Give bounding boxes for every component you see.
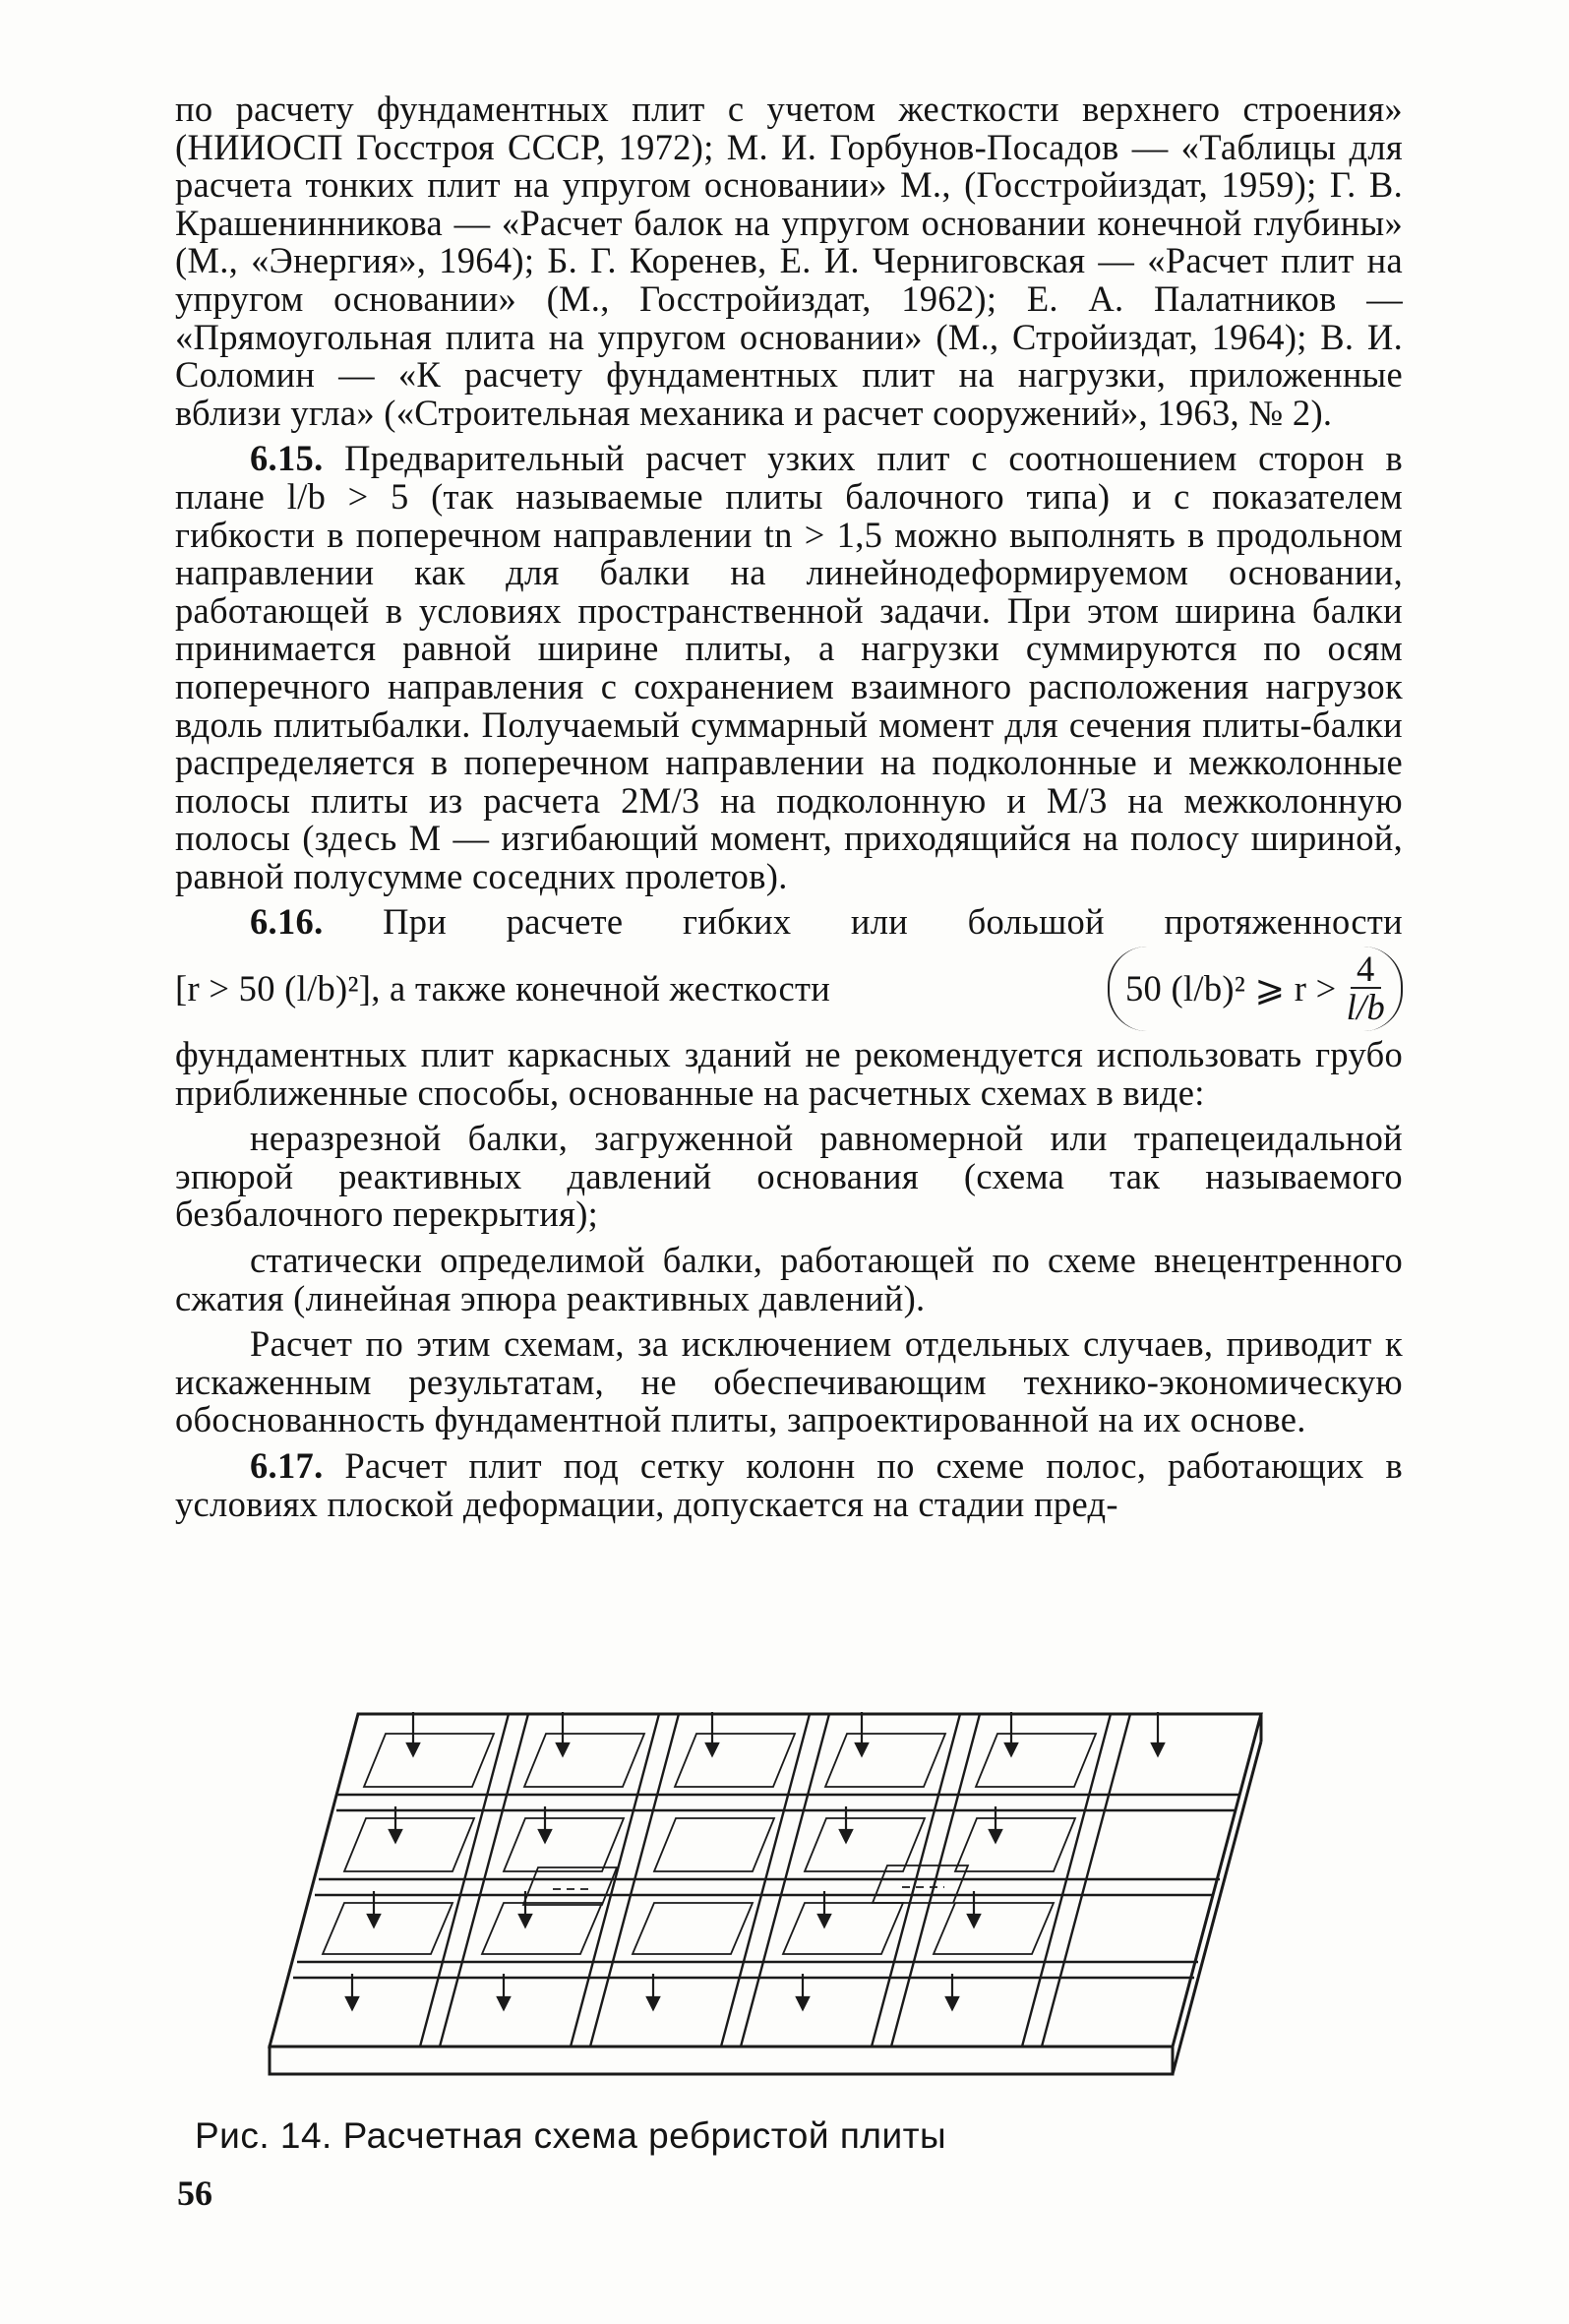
section-text: Предварительный расчет узких плит с соотношением сторон в плане l/b > 5 (так называемые плиты балочного типа) и с показателем гибкости в поперечном направлении tn > 1,5 можно выполнять в продольном направлении как для балки на линейнодеформируемом основании, работающей в условиях пространственной задачи. При этом ширина балки принимается равной ширине плиты, а нагрузки суммируются по осям поперечного направления с сохранением взаимного расположения нагрузок вдоль плитыбалки. Получаемый суммарный момент для сечения плиты-балки распределяется в поперечном направлении на подколонные и межколонные полосы плиты из расчета 2М/3 на подколонную и М/3 на межколонную полосы (здесь М — изгибающий момент, приходящийся на полосу шириной, равной полусумме соседних пролетов). xyxy=(175,438,1403,896)
condition-flexible: [r > 50 (l/b)²], а также конечной жесткости xyxy=(175,967,831,1009)
section-number: 6.16. xyxy=(250,901,324,943)
condition-finite-stiffness xyxy=(1108,947,1403,1031)
condition-expression: 50 (l/b)² ⩾ r > xyxy=(1124,967,1337,1009)
section-6-16-line1 xyxy=(175,903,1403,942)
section-6-17 xyxy=(175,1447,1403,1523)
section-number: 6.17. xyxy=(250,1445,324,1486)
ribbed-slab-figure xyxy=(268,1712,1310,2081)
slab-ribs xyxy=(293,1714,1239,2047)
section-6-15 xyxy=(175,440,1403,895)
section-text: При расчете гибких или большой протяженности xyxy=(383,901,1403,943)
fraction-numerator: 4 xyxy=(1351,951,1381,989)
section-6-16-formula xyxy=(175,942,1403,1036)
page-number: 56 xyxy=(177,2173,212,2213)
text-column xyxy=(175,91,1403,1523)
list-item-2: статически определимой балки, работающей по схеме внецентренного сжатия (линейная эпюра реактивных давлений). xyxy=(175,1240,1403,1318)
references-paragraph: по расчету фундаментных плит с учетом жесткости верхнего строения» (НИИОСП Госстроя СССР, 1972); М. И. Горбунов-Посадов — «Таблицы для расчета тонких плит на упругом основании» М., (Госстройиздат, 1959); Г. В. Крашенинникова — «Расчет балок на упругом основании конечной глубины» (М., «Энергия», 1964); Б. Г. Коренев, Е. И. Черниговская — «Расчет плит на упругом основании» (М., Госстройиздат, 1962); Е. А. Палатников — «Прямоугольная плита на упругом основании» (М., Стройиздат, 1964); В. И. Соломин — «К расчету фундаментных плит на нагрузки, приложенные вблизи угла» («Строительная механика и расчет сооружений», 1963, № 2). xyxy=(175,89,1403,433)
fraction-denominator: l/b xyxy=(1346,987,1385,1028)
slab-cells xyxy=(323,1734,1096,1954)
fraction xyxy=(1346,948,1385,1028)
figure-caption: Рис. 14. Расчетная схема ребристой плиты xyxy=(195,2115,947,2156)
conclusion-paragraph: Расчет по этим схемам, за исключением отдельных случаев, приводит к искаженным результатам, не обеспечивающим технико-экономическую обоснованность фундаментной плиты, запроектированной на их основе. xyxy=(175,1323,1403,1440)
list-item-1: неразрезной балки, загруженной равномерной или трапецеидальной эпюрой реактивных давлений основания (схема так называемого безбалочного перекрытия); xyxy=(175,1118,1403,1235)
section-6-16-continuation: фундаментных плит каркасных зданий не рекомендуется использовать грубо приближенные способы, основанные на расчетных схемах в виде: xyxy=(175,1034,1403,1113)
section-text: Расчет плит под сетку колонн по схеме полос, работающих в условиях плоской деформации, допускается на стадии пред- xyxy=(175,1445,1403,1524)
section-number: 6.15. xyxy=(250,438,324,479)
